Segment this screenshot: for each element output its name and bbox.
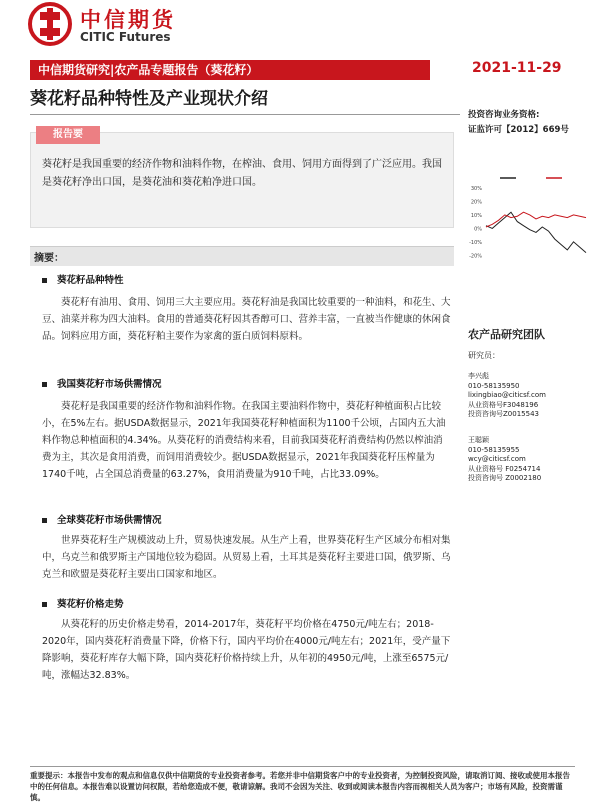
researcher-cert: 从业资格号 F0254714 (468, 464, 541, 473)
qualifications (468, 108, 569, 138)
researcher-email[interactable]: lixingbiao@citicsf.com (468, 391, 546, 399)
report-title: 葵花籽品种特性及产业现状介绍 (30, 89, 268, 109)
report-category-banner: 中信期货研究|农产品专题报告（葵花籽） (30, 60, 430, 80)
y-tick-label: -10% (469, 239, 482, 246)
researcher-cert: 投资咨询号Z0015543 (468, 410, 539, 418)
square-bullet-icon (42, 382, 47, 387)
section-heading-variety: 葵花籽品种特性 (42, 272, 124, 286)
section-text-variety: 葵花籽有油用、食用、饲用三大主要应用。葵花籽油是我国比较重要的一种油料，和花生、大豆、油菜并称为四大油料。食用的普通葵花籽因其香醇可口、营养丰富，一直被当作健康的休闲食品。饲料应用方面，葵花籽粕主要作为家禽的蛋白质饲料原料。 (42, 297, 451, 342)
researcher-name: 李兴彪 (468, 372, 489, 380)
researcher-cert: 投资咨询号 Z0002180 (468, 474, 542, 482)
researcher-cert: 从业资格号F3048196 (468, 400, 539, 409)
citic-logo (28, 2, 208, 50)
researcher-card (468, 372, 546, 420)
section-text-domestic: 葵花籽是我国重要的经济作物和油料作物。在我国主要油料作物中，葵花籽种植面积占比较小，在5%左右。据USDA数据显示，2021年我国葵花籽种植面积为1100千公顷，占国内五大油料作物总种植面积的4.34%。从葵花籽的消费结构来看，目前我国葵花籽消费结构仍然以榨油消费为主，其次是食用消费，而饲用消费较少。据USDA数据显示，2021年我国葵花籽压榨量为1740千吨，占全国总消费量的63.27%，食用消费量为910千吨，占比33.09%。 (42, 401, 446, 480)
y-tick-label: 10% (470, 212, 482, 219)
y-tick-label: -20% (469, 253, 482, 260)
chart-line-series-red (486, 212, 586, 227)
citic-logo-icon (28, 2, 72, 46)
researcher-name: 王聪颖 (468, 436, 489, 444)
brand-name-cn: 中信期货 (80, 8, 176, 32)
section-heading-domestic: 我国葵花籽市场供需情况 (42, 376, 162, 390)
researcher-phone: 010-58135950 (468, 381, 520, 390)
section-text-price: 从葵花籽的历史价格走势看，2014-2017年，葵花籽平均价格在4750元/吨左右；2018-2020年，国内葵花籽消费量下降，价格下行，国内平均价在4000元/吨左右；2021年，受产量下降影响，葵花籽库存大幅下降，国内葵花籽价格持续上升，从年初的4950元/吨，上涨至6575元/吨，涨幅达32.83%。 (42, 619, 451, 681)
qualification-license: 证监许可【2012】669号 (468, 125, 569, 135)
section-text-global: 世界葵花籽生产规模波动上升，贸易快速发展。从生产上看，世界葵花籽生产区域分布相对集中，乌克兰和俄罗斯主产国地位较为稳固。从贸易上看，土耳其是葵花籽主要进口国，俄罗斯、乌克兰和欧盟是葵花籽主要出口国家和地区。 (42, 535, 451, 580)
y-tick-label: 0% (474, 226, 482, 233)
qualification-label: 投资咨询业务资格: (468, 110, 540, 120)
square-bullet-icon (42, 602, 47, 607)
summary-text: 葵花籽是我国重要的经济作物和油料作物，在榨油、食用、饲用方面得到了广泛应用。我国是葵花籽净出口国，是葵花油和葵花粕净进口国。 (42, 159, 442, 188)
section-heading-price: 葵花籽价格走势 (42, 596, 124, 610)
research-team-title: 农产品研究团队 (468, 328, 545, 341)
title-divider (30, 114, 460, 115)
square-bullet-icon (42, 278, 47, 283)
y-tick-label: 20% (470, 199, 482, 206)
footer-divider (30, 766, 575, 767)
abstract-label: 摘要： (30, 246, 454, 266)
report-date: 2021-11-29 (472, 60, 562, 76)
disclaimer: 重要提示：本报告中发布的观点和信息仅供中信期货的专业投资者参考。若您并非中信期货客户中的专业投资者，为控制投资风险，请取消订阅、接收或使用本报告中的任何信息。本报告难以设置访问权限，若给您造成不便，敬请谅解。我司不会因为关注、收到或阅读本报告内容而视相关人员为客户；市场有风险，投资需谨慎。 (30, 771, 570, 802)
section-heading-global: 全球葵花籽市场供需情况 (42, 512, 162, 526)
square-bullet-icon (42, 518, 47, 523)
price-trend-chart (466, 172, 590, 268)
researcher-phone: 010-58135955 (468, 445, 520, 454)
y-tick-label: 30% (470, 186, 482, 192)
researcher-card (468, 436, 541, 484)
researcher-label: 研究员： (468, 351, 500, 360)
summary-tag: 报告要 (36, 126, 100, 144)
researcher-email[interactable]: wcy@citicsf.com (468, 455, 526, 463)
brand-name-en: CITIC Futures (80, 30, 171, 44)
